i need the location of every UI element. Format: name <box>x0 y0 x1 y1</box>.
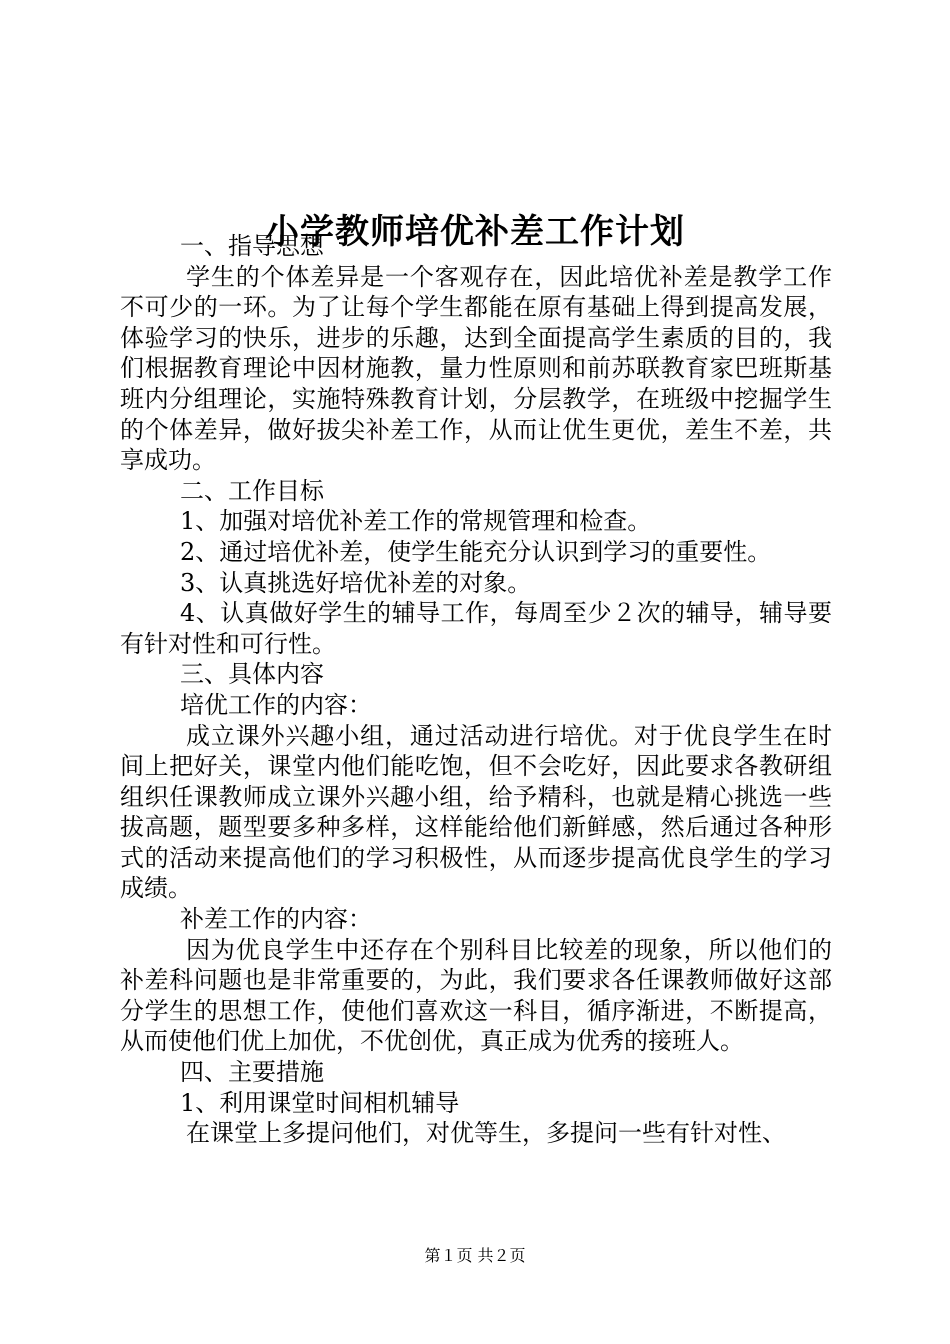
document-body <box>120 231 832 1149</box>
document-title: 小学教师培优补差工作计划 <box>265 211 685 252</box>
goal-item-4: 4、认真做好学生的辅导工作，每周至少２次的辅导，辅导要有针对性和可行性。 <box>120 599 832 658</box>
section-heading-content: 三、具体内容 <box>180 660 324 689</box>
section-heading-guiding: 一、指导思想 <box>180 232 324 260</box>
excellent-work-paragraph: 成立课外兴趣小组，通过活动进行培优。对于优良学生在时间上把好关，课堂内他们能吃饱，但不会吃好，因此要求各教研组组织任课教师成立课外兴趣小组，给予精科，也就是精心挑选一些拔高题，题型要多种多样，这样能给他们新鲜感，然后通过各种形式的活动来提高他们的学习积极性，从而逐步提高优良学生的学习成绩。 <box>120 721 832 903</box>
goal-item-3: 3、认真挑选好培优补差的对象。 <box>180 568 532 597</box>
guiding-paragraph: 学生的个体差异是一个客观存在，因此培优补差是教学工作不可少的一环。为了让每个学生都能在原有基础上得到提高发展，体验学习的快乐，进步的乐趣，达到全面提高学生素质的目的，我们根据教育理论中因材施教，量力性原则和前苏联教育家巴班斯基班内分组理论，实施特殊教育计划，分层教学，在班级中挖掘学生的个体差异，做好拔尖补差工作，从而让优生更优，差生不差，共享成功。 <box>120 262 832 475</box>
measure-item-1: 1、利用课堂时间相机辅导 <box>180 1088 460 1117</box>
remedial-work-label: 补差工作的内容： <box>180 905 372 934</box>
remedial-work-paragraph: 因为优良学生中还存在个别科目比较差的现象，所以他们的补差科问题也是非常重要的，为此，我们要求各任课教师做好这部分学生的思想工作，使他们喜欢这一科目，循序渐进，不断提高，从而使他们优上加优，不优创优，真正成为优秀的接班人。 <box>120 935 832 1056</box>
section-heading-measures: 四、主要措施 <box>180 1058 324 1087</box>
goal-item-1: 1、加强对培优补差工作的常规管理和检查。 <box>180 507 652 536</box>
goal-item-2: 2、通过培优补差，使学生能充分认识到学习的重要性。 <box>180 537 772 566</box>
page-footer: 第１页 共２页 <box>424 1246 526 1265</box>
measure-paragraph: 在课堂上多提问他们，对优等生，多提问一些有针对性、 <box>186 1119 786 1148</box>
section-heading-goals: 二、工作目标 <box>180 476 324 505</box>
excellent-work-label: 培优工作的内容： <box>180 690 372 719</box>
